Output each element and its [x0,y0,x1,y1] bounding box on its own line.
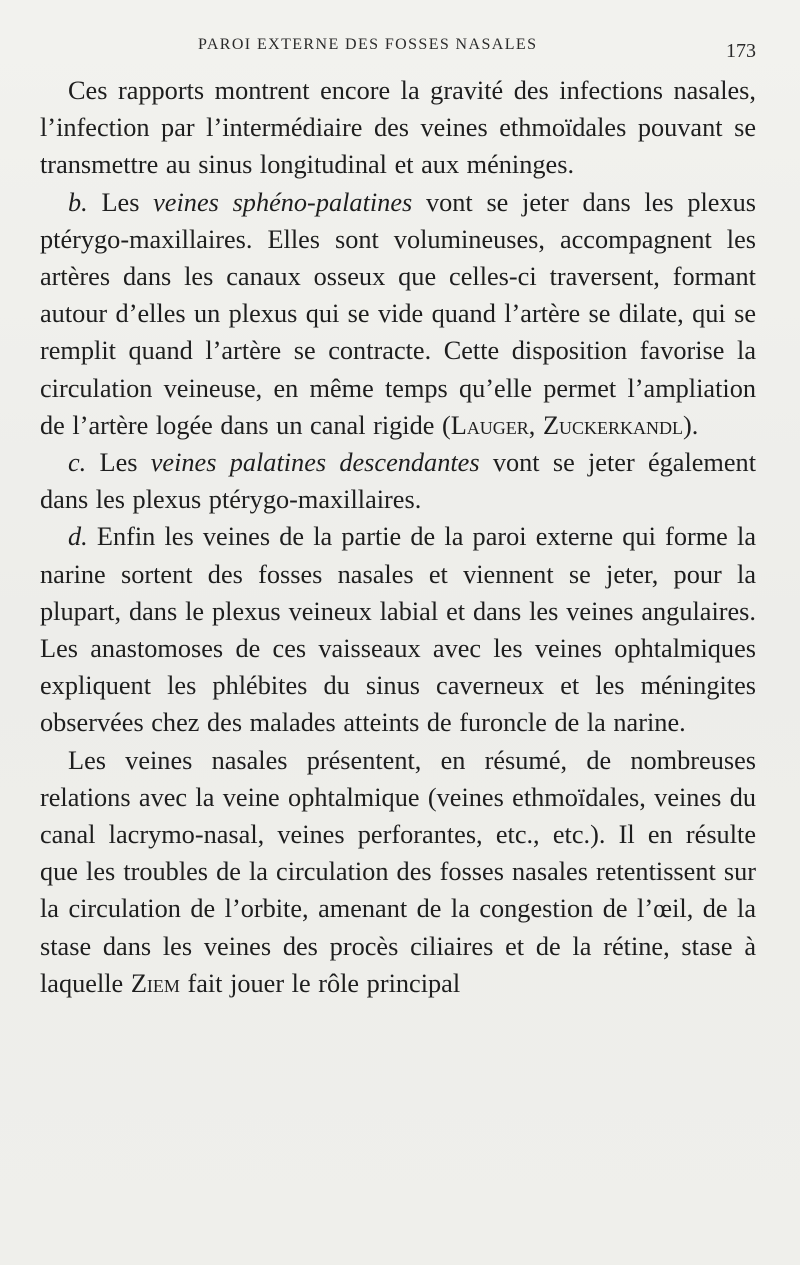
paragraph-d [40,518,756,741]
paragraph-b-emphasis: veines sphéno-palatines [153,187,413,217]
paragraph-summary-text: Les veines nasales présentent, en résumé, de nombreuses relations avec la veine ophtalmique (veines ethmoïdales, veines du canal lacrymo-nasal, veines perforantes, etc., etc.). Il en résulte que les troubles de la circulation des fosses nasales retentissent sur la circulation de l’orbite, amenant de la congestion de l’œil, de la stase dans les veines des procès ciliaires et de la rétine, stase à laquelle [40,745,756,998]
paragraph-d-label: d. [68,522,88,552]
running-head [0,36,800,62]
paragraph-summary [40,742,756,1002]
paragraph-b-label: b. [68,187,88,217]
page-number: 173 [726,40,756,62]
paragraph-b-lead: Les [87,187,154,217]
paragraph-c [40,444,756,518]
paragraph-summary-end: fait jouer le rôle principal [179,968,461,998]
paragraph-d-text: Enfin les veines de la partie de la paroi externe qui forme la narine sortent des fosses nasales et viennent se jeter, pour la plupart, dans le plexus veineux labial et dans les veines angulaires. Les anastomoses de ces vaisseaux avec les veines ophtalmiques expliquent les phlébites du sinus caverneux et les méningites observées chez des malades atteints de furoncle de la narine. [40,522,756,738]
paragraph-intro [40,72,756,184]
paragraph-c-text: vont se jeter également dans les plexus ptérygo-maxillaires. [40,448,757,515]
paragraph-c-label: c. [68,448,87,478]
paragraph-b-close: ). [683,410,699,440]
body-text [40,72,756,1002]
paragraph-intro-text: Ces rapports montrent encore la gravité des infections nasales, l’infection par l’intermédiaire des veines ethmoïdales pouvant se transmettre au sinus longitudinal et aux méninges. [40,76,756,180]
paragraph-c-lead: Les [86,448,151,478]
paragraph-b [40,184,756,444]
paragraph-summary-author: Ziem [130,968,180,998]
paragraph-b-authors: Lauger, Zuckerkandl [450,410,684,440]
running-title: PAROI EXTERNE DES FOSSES NASALES [198,36,538,53]
paragraph-b-text: vont se jeter dans les plexus ptérygo-maxillaires. Elles sont volumineuses, accompagnent les artères dans les canaux osseux que celles-ci traversent, formant autour d’elles un plexus qui se vide quand l’artère se dilate, qui se remplit quand l’artère se contracte. Cette disposition favorise la circulation veineuse, en même temps qu’elle permet l’ampliation de l’artère logée dans un canal rigide ( [40,187,757,440]
paragraph-c-emphasis: veines palatines descendantes [150,448,480,478]
